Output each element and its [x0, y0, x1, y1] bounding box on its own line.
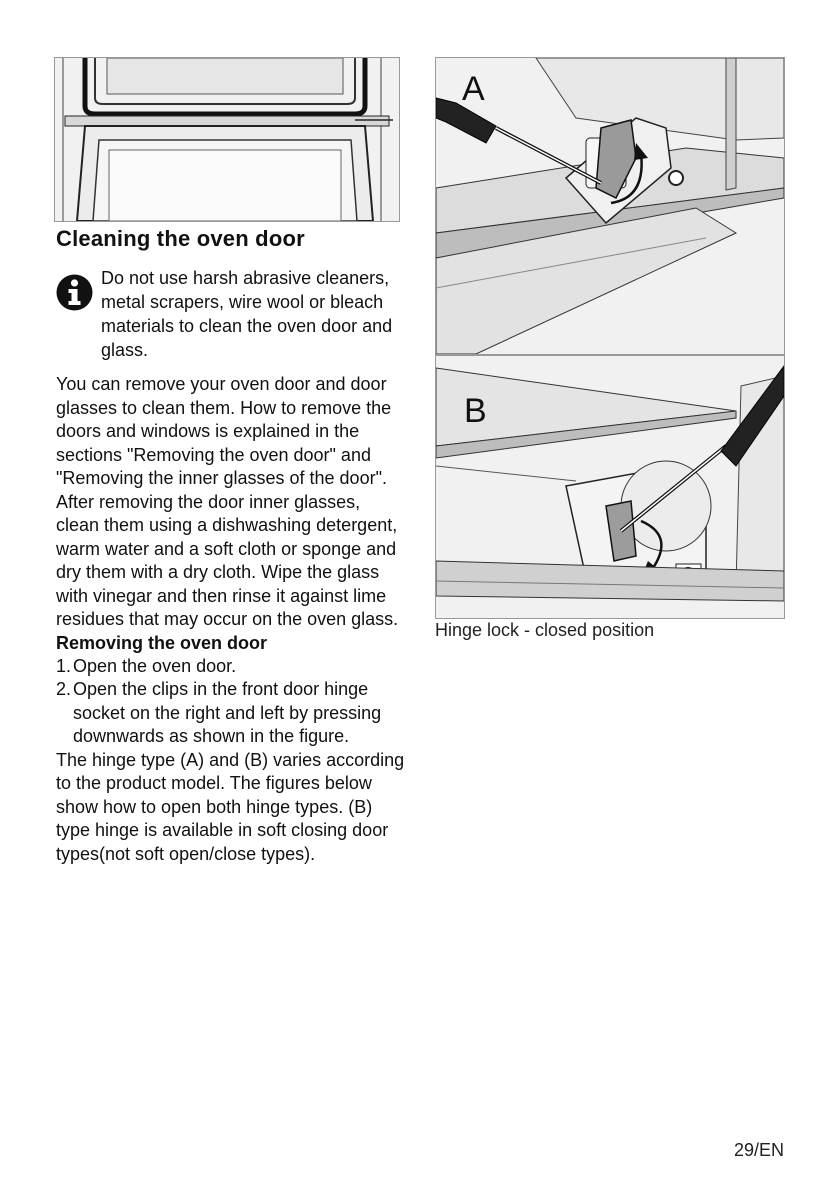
- hinge-b-illustration: [436, 356, 784, 618]
- body-column: [56, 373, 408, 866]
- subsection-title: Removing the oven door: [56, 632, 268, 653]
- step-number: 2.: [56, 679, 72, 699]
- note-text: Do not use harsh abrasive cleaners, metal scrapers, wire wool or bleach materials to clean the oven door and glass.: [101, 268, 393, 360]
- step-text: Open the clips in the front door hinge socket on the right and left by pressing downwards as shown in the figure.: [73, 679, 382, 746]
- figure-label-a: A: [462, 70, 485, 108]
- hinge-type-paragraph: The hinge type (A) and (B) varies according to the product model. The figures below show how to open both hinge types. (B) type hinge is available in soft closing door types(not soft open/close types).: [56, 749, 405, 864]
- oven-door-illustration: [55, 58, 399, 221]
- info-icon: [56, 274, 93, 311]
- page-number: 29/EN: [733, 1140, 784, 1160]
- figure-caption: Hinge lock - closed position: [435, 620, 655, 640]
- steps-list: [56, 655, 408, 749]
- list-item: [56, 678, 408, 749]
- hinge-b-figure: [435, 355, 785, 619]
- intro-paragraph: You can remove your oven door and door glasses to clean them. How to remove the doors and windows is explained in the sections "Removing the oven door" and "Removing the inner glasses of the door". After removing the door inner glasses, clean them using a dishwashing detergent, warm water and a soft cloth or sponge and dry them with a dry cloth. Wipe the glass with vinegar and then rinse it against lime residues that may occur on the oven glass.: [56, 374, 399, 629]
- hinge-a-illustration: [436, 58, 784, 354]
- step-text: Open the oven door.: [73, 655, 237, 676]
- hinge-a-figure: [435, 57, 785, 355]
- section-title: Cleaning the oven door: [56, 226, 305, 251]
- oven-door-figure: [54, 57, 400, 222]
- step-number: 1.: [56, 655, 72, 676]
- figure-label-b: B: [464, 392, 487, 430]
- list-item: [56, 655, 408, 679]
